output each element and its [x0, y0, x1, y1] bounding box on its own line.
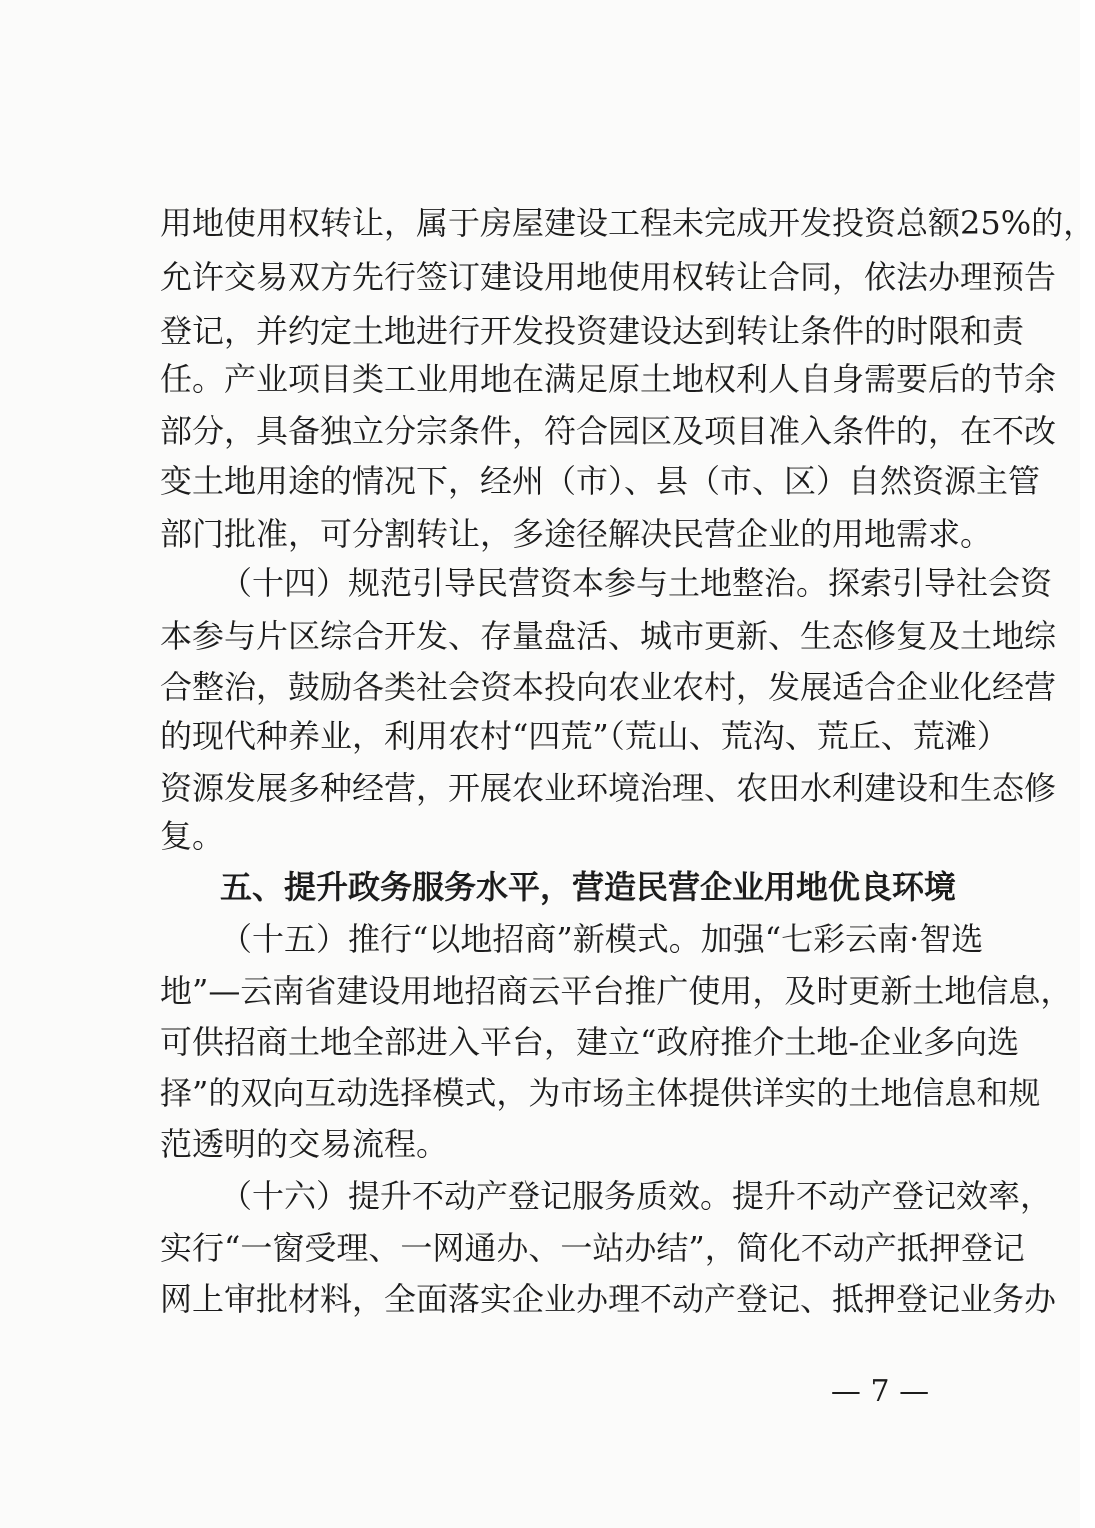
text-line: 可供招商土地全部进入平台，建立“政府推介土地-企业多向选	[160, 1023, 1020, 1061]
text-line: （十六）提升不动产登记服务质效。提升不动产登记效率，	[220, 1177, 1053, 1215]
text-line: 用地使用权转让，属于房屋建设工程未完成开发投资总额25%的，	[160, 204, 1095, 242]
page-number: — 7 —	[830, 1374, 930, 1409]
text-line: 任。产业项目类工业用地在满足原土地权利人自身需要后的节余	[160, 360, 1057, 398]
text-line: （十五）推行“以地招商”新模式。加强“七彩云南·智选	[220, 920, 984, 958]
text-line: 网上审批材料，全面落实企业办理不动产登记、抵押登记业务办	[160, 1280, 1057, 1318]
text-line: 的现代种养业，利用农村“四荒”（荒山、荒沟、荒丘、荒滩）	[160, 717, 1009, 755]
text-line: 登记，并约定土地进行开发投资建设达到转让条件的时限和责	[160, 312, 1025, 350]
text-line: 复。	[160, 817, 225, 855]
text-line: 部门批准，可分割转让，多途径解决民营企业的用地需求。	[160, 515, 993, 553]
section-heading: 五、提升政务服务水平，营造民营企业用地优良环境	[220, 868, 957, 906]
text-line: 部分，具备独立分宗条件，符合园区及项目准入条件的，在不改	[160, 412, 1057, 450]
text-line: 变土地用途的情况下，经州（市）、县（市、区）自然资源主管	[160, 462, 1041, 500]
text-line: 范透明的交易流程。	[160, 1125, 449, 1163]
text-line: 地”—云南省建设用地招商云平台推广使用，及时更新土地信息，	[160, 972, 1073, 1010]
text-line: （十四）规范引导民营资本参与土地整治。探索引导社会资	[220, 564, 1053, 602]
text-line: 本参与片区综合开发、存量盘活、城市更新、生态修复及土地综	[160, 617, 1057, 655]
text-line: 实行“一窗受理、一网通办、一站办结”，简化不动产抵押登记	[160, 1229, 1025, 1267]
text-line: 允许交易双方先行签订建设用地使用权转让合同，依法办理预告	[160, 258, 1057, 296]
text-line: 择”的双向互动选择模式，为市场主体提供详实的土地信息和规	[160, 1074, 1041, 1112]
text-line: 资源发展多种经营，开展农业环境治理、农田水利建设和生态修	[160, 769, 1057, 807]
text-line: 合整治，鼓励各类社会资本投向农业农村，发展适合企业化经营	[160, 668, 1057, 706]
